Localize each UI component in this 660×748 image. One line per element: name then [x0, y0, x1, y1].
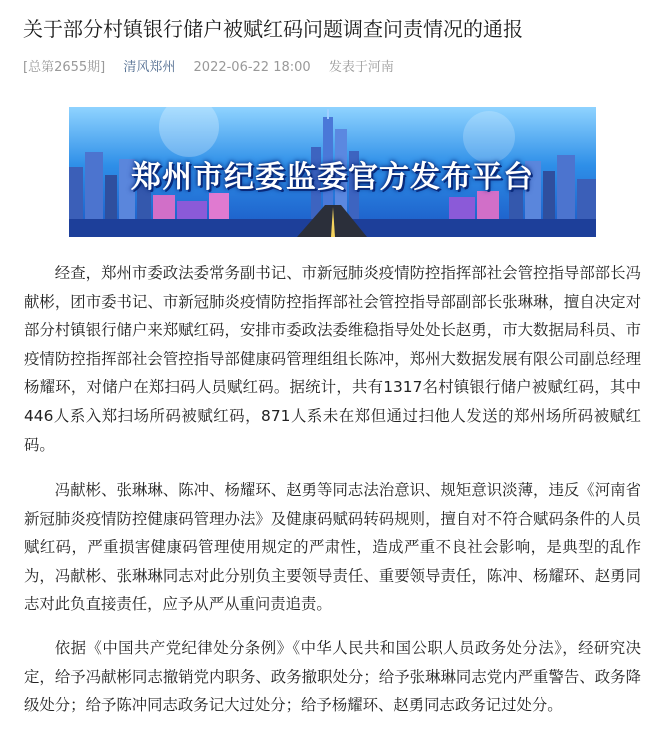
article-meta — [23, 59, 408, 77]
article-title: 关于部分村镇银行储户被赋红码问题调查问责情况的通报 — [23, 17, 523, 41]
publish-datetime: 2022-06-22 18:00 — [193, 60, 311, 75]
author-link[interactable]: 清风郑州 — [123, 60, 176, 75]
publish-location: 发表于河南 — [328, 60, 394, 75]
article-paragraph: 冯献彬、张琳琳、陈冲、杨耀环、赵勇等同志法治意识、规矩意识淡薄，违反《河南省新冠肺炎疫情防控健康码管理办法》及健康码赋码转码规则，擅自对不符合赋码条件的人员赋红码，严重损害健康码管理使用规定的严肃性，造成严重不良社会影响，是典型的乱作为，冯献彬、张琳琳同志对此分别负主要领导责任、重要领导责任，陈冲、杨耀环、赵勇同志对此负直接责任，应予从严从重问责追责。 — [24, 481, 641, 614]
banner-heading: 郑州市纪委监委官方发布平台 — [131, 160, 534, 195]
article-paragraph: 依据《中国共产党纪律处分条例》《中华人民共和国公职人员政务处分法》，经研究决定，给予冯献彬同志撤销党内职务、政务撤职处分；给予张琳琳同志党内严重警告、政务降级处分；给予陈冲同志政务记大过处分；给予杨耀环、赵勇同志政务记过处分。 — [24, 639, 641, 715]
banner-image — [69, 107, 596, 237]
article-paragraph: 经查，郑州市委政法委常务副书记、市新冠肺炎疫情防控指挥部社会管控指导部部长冯献彬，团市委书记、市新冠肺炎疫情防控指挥部社会管控指导部副部长张琳琳，擅自决定对部分村镇银行储户来郑赋红码，安排市委政法委维稳指导处处长赵勇，市大数据局科员、市疫情防控指挥部社会管控指导部健康码管理组组长陈冲，郑州大数据发展有限公司副总经理杨耀环，对储户在郑扫码人员赋红码。据统计，共有1317名村镇银行储户被赋红码，其中446人系入郑扫场所码被赋红码，871人系未在郑但通过扫他人发送的郑州场所码被赋红码。 — [24, 264, 641, 454]
issue-number: [总第2655期] — [23, 60, 106, 75]
